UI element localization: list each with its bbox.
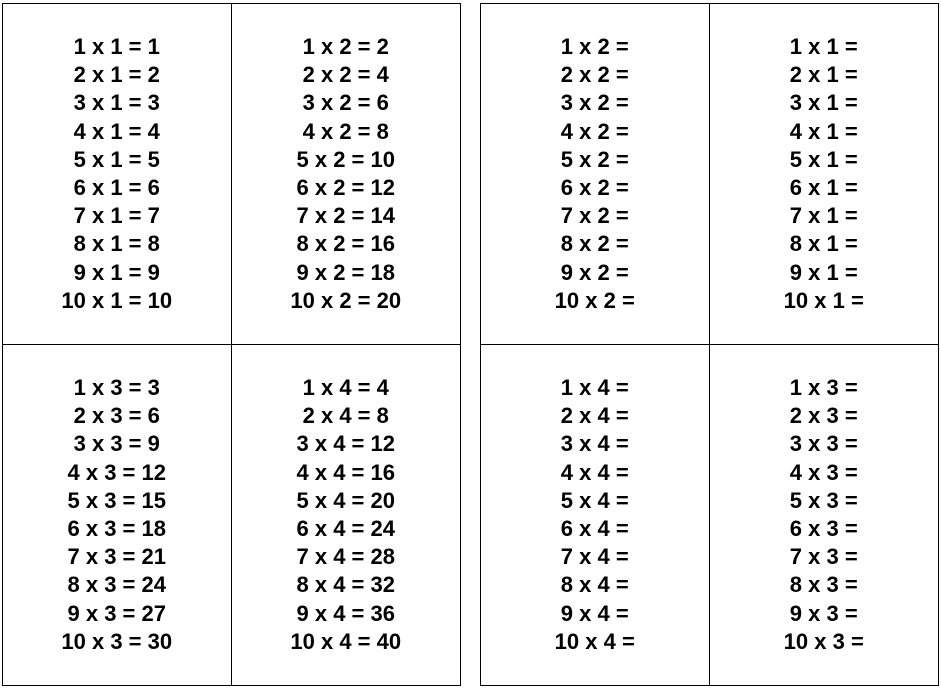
equation-line: 5 x 3 = 15 [67, 487, 166, 513]
equation-line: 9 x 3 = 27 [67, 600, 166, 626]
equation-line: 5 x 1 = [789, 146, 858, 172]
table-3-practice [710, 345, 939, 685]
equation-line: 7 x 2 = 14 [296, 203, 395, 229]
equation-line: 6 x 2 = 12 [296, 175, 395, 201]
equation-line: 1 x 3 = [789, 375, 858, 400]
equation-line: 5 x 4 = [560, 487, 629, 513]
table-4-practice [481, 345, 710, 685]
table-3-answers [3, 345, 232, 685]
equation-line: 8 x 2 = [560, 231, 629, 257]
equation-line: 1 x 4 = 4 [302, 375, 389, 400]
equation-line: 6 x 1 = 6 [73, 175, 160, 201]
equation-line: 2 x 1 = 2 [73, 62, 160, 88]
equation-line: 10 x 3 = [783, 628, 864, 654]
equation-line: 2 x 3 = [789, 403, 858, 429]
equation-line: 8 x 1 = [789, 231, 858, 257]
equation-line: 3 x 3 = 9 [73, 431, 160, 457]
answer-sheet [2, 3, 461, 686]
equation-line: 2 x 4 = [560, 403, 629, 429]
equation-line: 7 x 1 = 7 [73, 203, 160, 229]
equation-line: 6 x 2 = [560, 175, 629, 201]
equation-line: 2 x 3 = 6 [73, 403, 160, 429]
equation-line: 1 x 3 = 3 [73, 375, 160, 400]
equation-line: 5 x 1 = 5 [73, 146, 160, 172]
equation-line: 2 x 2 = [560, 62, 629, 88]
equation-line: 10 x 1 = 10 [61, 287, 173, 313]
equation-line: 2 x 4 = 8 [302, 403, 389, 429]
equation-list [290, 374, 401, 685]
equation-line: 7 x 3 = 21 [67, 544, 166, 570]
equation-line: 5 x 2 = 10 [296, 146, 395, 172]
equation-line: 4 x 3 = 12 [67, 459, 166, 485]
equation-line: 3 x 3 = [789, 431, 858, 457]
equation-line: 7 x 1 = [789, 203, 858, 229]
equation-line: 5 x 4 = 20 [296, 487, 395, 513]
equation-line: 9 x 4 = 36 [296, 600, 395, 626]
equation-line: 6 x 4 = [560, 516, 629, 542]
equation-line: 8 x 1 = 8 [73, 231, 160, 257]
equation-line: 9 x 4 = [560, 600, 629, 626]
equation-line: 10 x 4 = [554, 628, 635, 654]
equation-line: 9 x 1 = [789, 259, 858, 285]
equation-list [784, 374, 864, 685]
table-4-answers [232, 345, 461, 685]
equation-line: 8 x 4 = 32 [296, 572, 395, 598]
equation-line: 9 x 1 = 9 [73, 259, 160, 285]
equation-line: 5 x 3 = [789, 487, 858, 513]
equation-list [555, 374, 635, 685]
table-1-practice [710, 4, 939, 345]
equation-line: 4 x 3 = [789, 459, 858, 485]
equation-line: 7 x 4 = [560, 544, 629, 570]
equation-line: 7 x 4 = 28 [296, 544, 395, 570]
equation-line: 4 x 1 = [789, 118, 858, 144]
equation-line: 10 x 3 = 30 [61, 628, 173, 654]
table-2-answers [232, 4, 461, 345]
equation-line: 3 x 4 = 12 [296, 431, 395, 457]
equation-line: 7 x 3 = [789, 544, 858, 570]
equation-line: 10 x 2 = 20 [290, 287, 402, 313]
equation-line: 3 x 2 = [560, 90, 629, 116]
equation-line: 9 x 3 = [789, 600, 858, 626]
equation-line: 1 x 1 = [789, 34, 858, 59]
equation-line: 4 x 4 = 16 [296, 459, 395, 485]
equation-line: 8 x 3 = 24 [67, 572, 166, 598]
equation-line: 8 x 4 = [560, 572, 629, 598]
equation-line: 1 x 4 = [560, 375, 629, 400]
equation-line: 1 x 2 = [560, 34, 629, 59]
equation-line: 6 x 4 = 24 [296, 516, 395, 542]
practice-sheet [480, 3, 939, 686]
equation-list [61, 374, 172, 685]
equation-list [290, 33, 401, 344]
equation-line: 4 x 2 = [560, 118, 629, 144]
table-1-answers [3, 4, 232, 345]
equation-line: 1 x 2 = 2 [302, 34, 389, 59]
equation-line: 2 x 2 = 4 [302, 62, 389, 88]
equation-line: 4 x 4 = [560, 459, 629, 485]
equation-line: 4 x 1 = 4 [73, 118, 160, 144]
equation-line: 7 x 2 = [560, 203, 629, 229]
equation-line: 10 x 4 = 40 [290, 628, 402, 654]
equation-line: 3 x 1 = 3 [73, 90, 160, 116]
equation-line: 4 x 2 = 8 [302, 118, 389, 144]
equation-list [784, 33, 864, 344]
table-2-practice [481, 4, 710, 345]
equation-list [61, 33, 172, 344]
equation-line: 3 x 2 = 6 [302, 90, 389, 116]
equation-line: 8 x 2 = 16 [296, 231, 395, 257]
equation-line: 2 x 1 = [789, 62, 858, 88]
equation-line: 6 x 1 = [789, 175, 858, 201]
equation-list [555, 33, 635, 344]
equation-line: 9 x 2 = [560, 259, 629, 285]
equation-line: 1 x 1 = 1 [73, 34, 160, 59]
equation-line: 6 x 3 = [789, 516, 858, 542]
equation-line: 6 x 3 = 18 [67, 516, 166, 542]
equation-line: 8 x 3 = [789, 572, 858, 598]
equation-line: 3 x 4 = [560, 431, 629, 457]
equation-line: 3 x 1 = [789, 90, 858, 116]
equation-line: 5 x 2 = [560, 146, 629, 172]
equation-line: 10 x 1 = [783, 287, 864, 313]
equation-line: 10 x 2 = [554, 287, 635, 313]
equation-line: 9 x 2 = 18 [296, 259, 395, 285]
